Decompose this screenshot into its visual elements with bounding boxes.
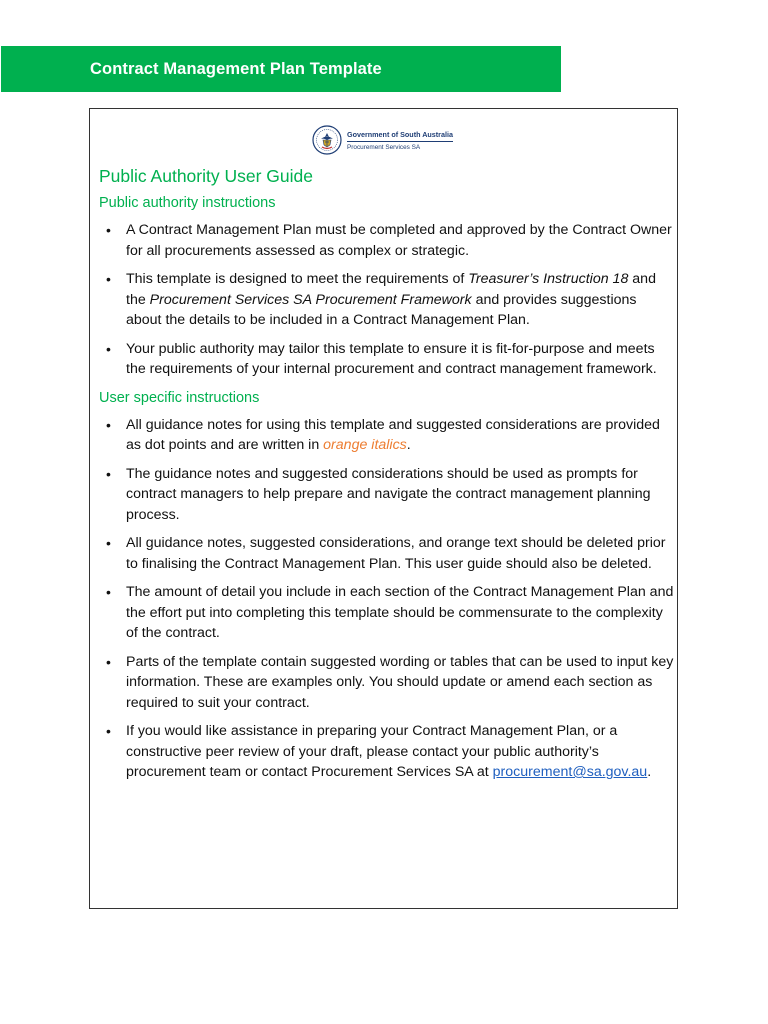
list-item: • If you would like assistance in preparing your Contract Management Plan, or a constructive peer review of your draft, please contact your public authority’s procurement team or contact Procurement Services SA at procurement@sa.gov.au.	[106, 723, 652, 780]
procurement-email-link[interactable]: procurement@sa.gov.au	[492, 764, 648, 780]
treasurers-instruction-reference: Treasurer’s Instruction 18	[468, 271, 629, 287]
section-title-public-authority: Public authority instructions	[99, 195, 276, 211]
guide-title: Public Authority User Guide	[99, 166, 313, 186]
logo-agency-name: Procurement Services SA	[347, 143, 421, 151]
sa-government-seal-icon	[312, 125, 342, 155]
bullet-dot: •	[106, 723, 111, 739]
document-title: Contract Management Plan Template	[90, 59, 382, 78]
bullet-dot: •	[106, 653, 111, 670]
bullet-dot: •	[106, 416, 111, 433]
procurement-framework-reference: Procurement Services SA Procurement Framework	[149, 291, 472, 308]
bullet-dot: •	[106, 271, 111, 287]
section-title-user-specific: User specific instructions	[99, 389, 260, 406]
bullet-dot: •	[106, 465, 111, 482]
bullet-dot: •	[106, 340, 111, 357]
user-guide-box	[89, 108, 678, 909]
list-item: • The amount of detail you include in each section of the Contract Management Plan and the effort put into completing this template should be commensurate to the complexity of the contract.	[106, 584, 674, 641]
list-item: • All guidance notes for using this template and suggested considerations are provided as dot points and are written in orange italics.	[106, 416, 660, 453]
list-item: • All guidance notes, suggested considerations, and orange text should be deleted prior to finalising the Contract Management Plan. This user guide should also be deleted.	[106, 535, 666, 572]
header-banner	[1, 46, 561, 92]
list-item: • This template is designed to meet the requirements of Treasurer’s Instruction 18 and the Procurement Services SA Procurement Framework and provides suggestions about the details to be included in a Contract Management Plan.	[106, 271, 656, 328]
bullet-dot: •	[106, 222, 111, 238]
bullet-dot: •	[106, 584, 111, 600]
guide-content	[99, 164, 674, 791]
list-item: • The guidance notes and suggested considerations should be used as prompts for contract managers to help prepare and navigate the contract management planning process.	[106, 465, 651, 523]
list-item: • Your public authority may tailor this template to ensure it is fit-for-purpose and meets the requirements of your internal procurement and contract management framework.	[106, 340, 657, 377]
bullet-dot: •	[106, 535, 111, 551]
list-item: • A Contract Management Plan must be completed and approved by the Contract Owner for all procurements assessed as complex or strategic.	[106, 222, 672, 259]
orange-italics-example: orange italics	[323, 437, 407, 453]
logo-wordmark	[347, 130, 453, 151]
public-authority-instructions-list	[99, 220, 674, 380]
list-item: • Parts of the template contain suggested wording or tables that can be used to input key information. These are examples only. You should update or amend each section as required to suit your contract.	[106, 653, 674, 711]
logo-government-name: Government of South Australia	[347, 130, 453, 142]
user-specific-instructions-list	[99, 415, 674, 783]
sa-government-logo	[312, 122, 462, 158]
